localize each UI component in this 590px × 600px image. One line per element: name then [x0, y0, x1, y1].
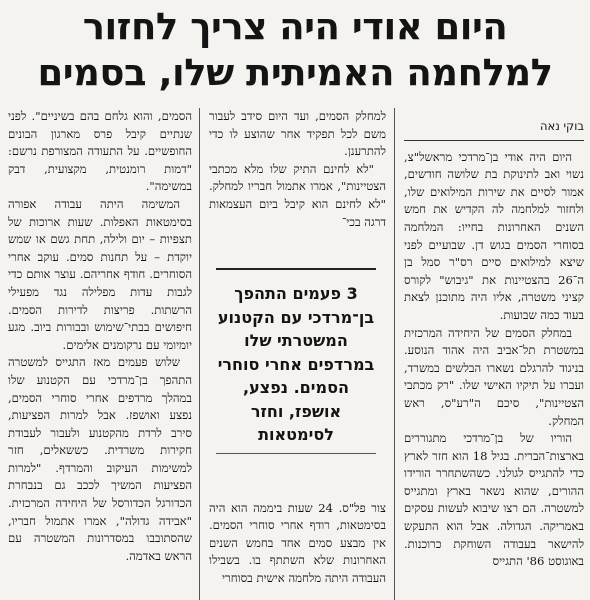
column-3-paragraph-3: שלוש פעמים מאז התגייס למשטרה התהפך בן־מרדכי עם הקטנוע שלו במהלך מרדפים אחרי סוחרי הסמים, נפצע ואושפז. אבל למרות הפציעות, סירב לרדת מהקטנוע ולעבור לעבודת חקירות משרדית. כששאלים, חזר למשימות העיקוב והמרדף. "למרות הפציעות המשיך לככב גם בנבחרת הכדורגל הכדורסל של היחידה המרכזית. "אבידה גדולה", אמרו אתמול חבריו, שהסתובבו במסדרונות המשטרה עם הראש באדמה. [8, 355, 192, 563]
article-column-2-bottom [209, 488, 386, 600]
pull-quote-text: 3 פעמים התהפך בן־מרדכי עם הקטנוע המשטרתי שלו במרדפים אחרי סוחרי הסמים. נפצע, אושפז, וחזר לסימטאות [217, 284, 375, 444]
column-2-paragraph-3: צור פל"ס. 24 שעות ביממה הוא היה בסימטאות, רודף אחרי סוחרי הסמים. אין מבצע סמים אחד בחמש השנים האחרונות שלא השתתף בו. בשבילו העבודה היתה מלחמה אישית בסוחרי [209, 500, 386, 585]
column-divider-2 [199, 108, 200, 600]
article-column-3 [8, 108, 192, 600]
article-column-1 [404, 108, 584, 600]
column-1-paragraph-1: היום היה אודי בן־מרדכי מראשל"צ, נשוי ואב לתינוקת בת שלושה חודשים, אמור לסיים את שירות המילואים שלו, ולחזור למלחמה לה הקדיש את חמש השנים האחרונות בחייו: המלחמה בסוחרי הסמים בגוש דן. שבועיים לפני שיצא למילואים סיים רס"ר סמל בן ה־26 בהצטיינות את "גיבוש" לקורס קציני משטרה, אליו היה מתוכנן לצאת בעוד כמה שבועות. [404, 149, 584, 322]
column-divider-1 [394, 108, 395, 600]
column-3-paragraph-2: המשימה היתה עבודה אפורה בסימטאות האפלות. שעות ארוכות של תצפיות – יום ולילה, תחת גשם או שמש יוקדת – על תחנות סמים. עוקב אחרי הסוחרים. חודף אחריהם. עוצר אותם כדי לגבות עדות מפלילה נגד מפעילי הרשתות. פריצות לדירות הסמים. חיפושים בבתי־שימוש ובבורות ביוב. מגע יומיומי עם נרקומנים אלימים. [8, 196, 192, 352]
article-column-2-top [209, 108, 386, 258]
column-1-paragraph-3: הוריו של בן־מרדכי מתגוררים בארצות־הברית. בגיל 18 הוא חזר לארץ כדי להתגייס לגולני. כשהשתחרר הורידו ההורים, שהוא נשאר בארץ ומתגייס למשטרה. הם רצו שיבוא לעשות עסקים באמריקה. הגדולה. אבל הוא התעקש להישאר בעבודה השוחקת כרוכנות. באוגוסט 86' התגייס [404, 431, 584, 569]
headline-line-2: למלחמה האמיתית שלו, בסמים [37, 51, 553, 94]
headline [8, 4, 582, 96]
headline-line-1: היום אודי היה צריך לחזור [82, 5, 508, 48]
pull-quote [216, 268, 376, 454]
column-2-paragraph-2: "לא לחינם התיק שלו מלא מכתבי הצטיינות", אמרו אתמול חבריו למחלק. "לא לחינם הוא קיבל ביום העצמאות דרגה בכי־ [209, 161, 386, 229]
column-3-paragraph-1: הסמים, והוא גלחם בהם בשיניים". לפני שנתיים קיבל פרס מארגון הבונים החופשיים. על התעודה המצורפת נרשם: "דמות רומנטית, מקצועית, דבק במשימה". [8, 109, 192, 194]
byline: בוקי נאה [404, 108, 584, 141]
column-1-paragraph-2: במחלק הסמים של היחידה המרכזית במשטרת תל־אביב היה אהוד הנוסע. בניגוד להרגלם נשארו הבלשים במשרד, ועברו על תיקיו האישי שלו. "רק מכתבי הצטיינות", סיכם ה"רע"ס, ראש המחלק. [404, 325, 584, 428]
pull-quote-divider [216, 453, 376, 454]
column-2-paragraph-1: למחלק הסמים, ועד היום סידב לעבור משם לכל תפקיד אחר שהוצע לו כדי להתרענן. [209, 109, 386, 159]
